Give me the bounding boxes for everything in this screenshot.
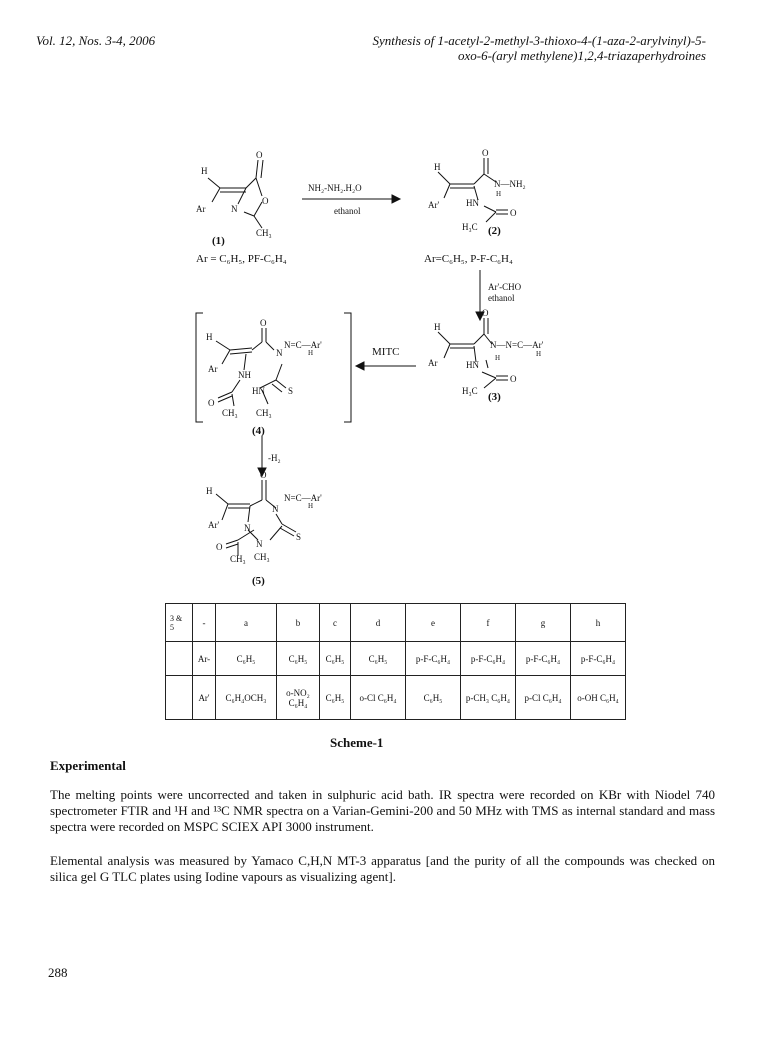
cmpd4-hn: HN (252, 386, 265, 396)
cmpd4-h-label: H (206, 332, 213, 342)
cmpd2-ar-definition: Ar=C₆H₅, P-F-C₆H₄ (424, 253, 513, 265)
experimental-paragraph-2: Elemental analysis was measured by Yamaco C,H,N MT-3 apparatus [and the purity of all the compounds was checked on silica gel G TLC plates using Iodine vapours as visualizing agent]. (50, 853, 715, 884)
table-cell: f (461, 604, 516, 642)
table-cell: p-F-C₆H₄ (516, 642, 571, 676)
reagent-dehydrogenation: -H₂ (268, 453, 281, 463)
cmpd5-o-acetyl: O (216, 542, 223, 552)
scheme-caption: Scheme-1 (330, 735, 384, 750)
reagent-hydrazine: NH₂-NH₂.H₂O (308, 183, 362, 193)
cmpd4-s: S (288, 386, 294, 396)
cmpd5-ch3-b: CH₃ (254, 552, 270, 562)
cmpd3-o-carbonyl: O (482, 308, 489, 318)
cmpd3-hydrazone: N—N=C—Ar' (490, 340, 544, 350)
table-cell: Ar' (193, 676, 216, 720)
compound-4-structure (216, 328, 286, 406)
cmpd4-ar-label: Ar (208, 364, 218, 374)
cmpd3-h3c: H₃C (462, 386, 478, 396)
table-cell: e (406, 604, 461, 642)
cmpd3-nh-h: H (495, 354, 501, 362)
table-cell: C₆H₅ (351, 642, 406, 676)
table-cell: p-Cl C₆H₄ (516, 676, 571, 720)
table-cell: p-F-C₆H₄ (571, 642, 626, 676)
cmpd4-n: N (276, 348, 283, 358)
table-cell: h (571, 604, 626, 642)
section-heading-experimental: Experimental (50, 758, 126, 773)
cmpd5-n2: N (256, 539, 263, 549)
table-cell: C₆H₅ (406, 676, 461, 720)
reagent-ethanol-2: ethanol (488, 293, 515, 303)
cmpd5-o-carbonyl: O (260, 470, 267, 480)
cmpd1-label: (1) (212, 235, 225, 247)
cmpd4-o-acetyl: O (208, 398, 215, 408)
cmpd5-label: (5) (252, 575, 265, 587)
reagent-mitc: MITC (372, 346, 400, 358)
table-cell: C₆H₅ (277, 642, 320, 676)
cmpd5-n4: N (272, 504, 279, 514)
cmpd1-o-carbonyl: O (256, 150, 263, 160)
cmpd5-n1: N (244, 523, 251, 533)
cmpd2-h-label: H (434, 162, 441, 172)
cmpd1-n-ring: N (231, 204, 238, 214)
cmpd4-ch-h: H (308, 349, 314, 357)
table-cell: o-Cl C₆H₄ (351, 676, 406, 720)
cmpd4-ch3-a: CH₃ (222, 408, 238, 418)
cmpd2-o-carbonyl: O (482, 148, 489, 158)
cmpd4-nh: NH (238, 370, 251, 380)
cmpd4-o-carbonyl: O (260, 318, 267, 328)
table-cell: b (277, 604, 320, 642)
cmpd4-hydrazone: N=C—Ar' (284, 340, 322, 350)
table-cell: p-F-C₆H₄ (461, 642, 516, 676)
cmpd2-ar-label: Ar' (428, 200, 440, 210)
cmpd2-label: (2) (488, 225, 501, 237)
cmpd4-ch3-b: CH₃ (256, 408, 272, 418)
cmpd3-o-acetyl: O (510, 374, 517, 384)
cmpd2-h3c: H₃C (462, 222, 478, 232)
table-cell: - (193, 604, 216, 642)
cmpd3-ar-label: Ar (428, 358, 438, 368)
cmpd5-ch3-a: CH₃ (230, 554, 246, 564)
table-cell: g (516, 604, 571, 642)
cmpd2-n-nh2: N—NH₂ (494, 179, 526, 189)
table-cell: o-NO₂ C₆H₄ (277, 676, 320, 720)
cmpd1-ch3: CH₃ (256, 228, 272, 238)
cmpd5-ar-label: Ar' (208, 520, 220, 530)
cmpd5-ch-h: H (308, 502, 314, 510)
reagent-aldehyde: Ar'-CHO (488, 282, 522, 292)
cmpd3-label: (3) (488, 391, 501, 403)
table-cell: d (351, 604, 406, 642)
table-cell (166, 642, 193, 676)
table-row (166, 642, 626, 676)
cmpd1-h-label: H (201, 166, 208, 176)
compound-1-structure (208, 160, 263, 228)
table-cell: C₆H₅ (320, 642, 351, 676)
cmpd2-o-acetyl: O (510, 208, 517, 218)
cmpd4-label: (4) (252, 425, 265, 437)
table-cell: c (320, 604, 351, 642)
table-cell: 3 & 5 (166, 604, 193, 642)
page-number: 288 (48, 965, 68, 980)
cmpd1-ar-definition: Ar = C₆H₅, PF-C₆H₄ (196, 253, 287, 265)
substituent-table (165, 603, 626, 720)
experimental-paragraph-1: The melting points were uncorrected and taken in sulphuric acid bath. IR spectra were recorded on KBr with Niodel 740 spectrometer FTIR and ¹H and ¹³C NMR spectra on a Varian-Gemini-200 and 50 MHz with TMS as internal standard and mass spectra were recorded on MSPC SCIEX API 3000 instrument. (50, 787, 715, 834)
table-cell (166, 676, 193, 720)
cmpd3-ch-h: H (536, 350, 542, 358)
table-row (166, 676, 626, 720)
cmpd3-hn: HN (466, 360, 479, 370)
cmpd5-s: S (296, 532, 302, 542)
running-header-journal: Vol. 12, Nos. 3-4, 2006 (36, 33, 156, 48)
cmpd2-hn: HN (466, 198, 479, 208)
table-header-row (166, 604, 626, 642)
cmpd3-h-label: H (434, 322, 441, 332)
compound-3-structure (438, 318, 508, 388)
running-header-title-line1: Synthesis of 1-acetyl-2-methyl-3-thioxo-4-(1-aza-2-arylvinyl)-5- (372, 33, 706, 48)
cmpd5-hydrazone: N=C—Ar' (284, 493, 322, 503)
cmpd5-h-label: H (206, 486, 213, 496)
table-cell: C₆H₄OCH₃ (216, 676, 277, 720)
cmpd1-o-ring: O (262, 196, 269, 206)
running-header-title-line2: oxo-6-(aryl methylene)1,2,4-triazaperhydroines (457, 48, 706, 63)
table-cell: p-F-C₆H₄ (406, 642, 461, 676)
table-cell: C₆H₅ (320, 676, 351, 720)
table-cell: a (216, 604, 277, 642)
table-cell: p-CH₃ C₆H₄ (461, 676, 516, 720)
cmpd1-ar-label: Ar (196, 204, 206, 214)
cmpd2-nh-h: H (496, 190, 502, 198)
table-cell: o-OH C₆H₄ (571, 676, 626, 720)
table-cell: Ar- (193, 642, 216, 676)
reagent-ethanol-1: ethanol (334, 206, 361, 216)
table-cell: C₆H₅ (216, 642, 277, 676)
